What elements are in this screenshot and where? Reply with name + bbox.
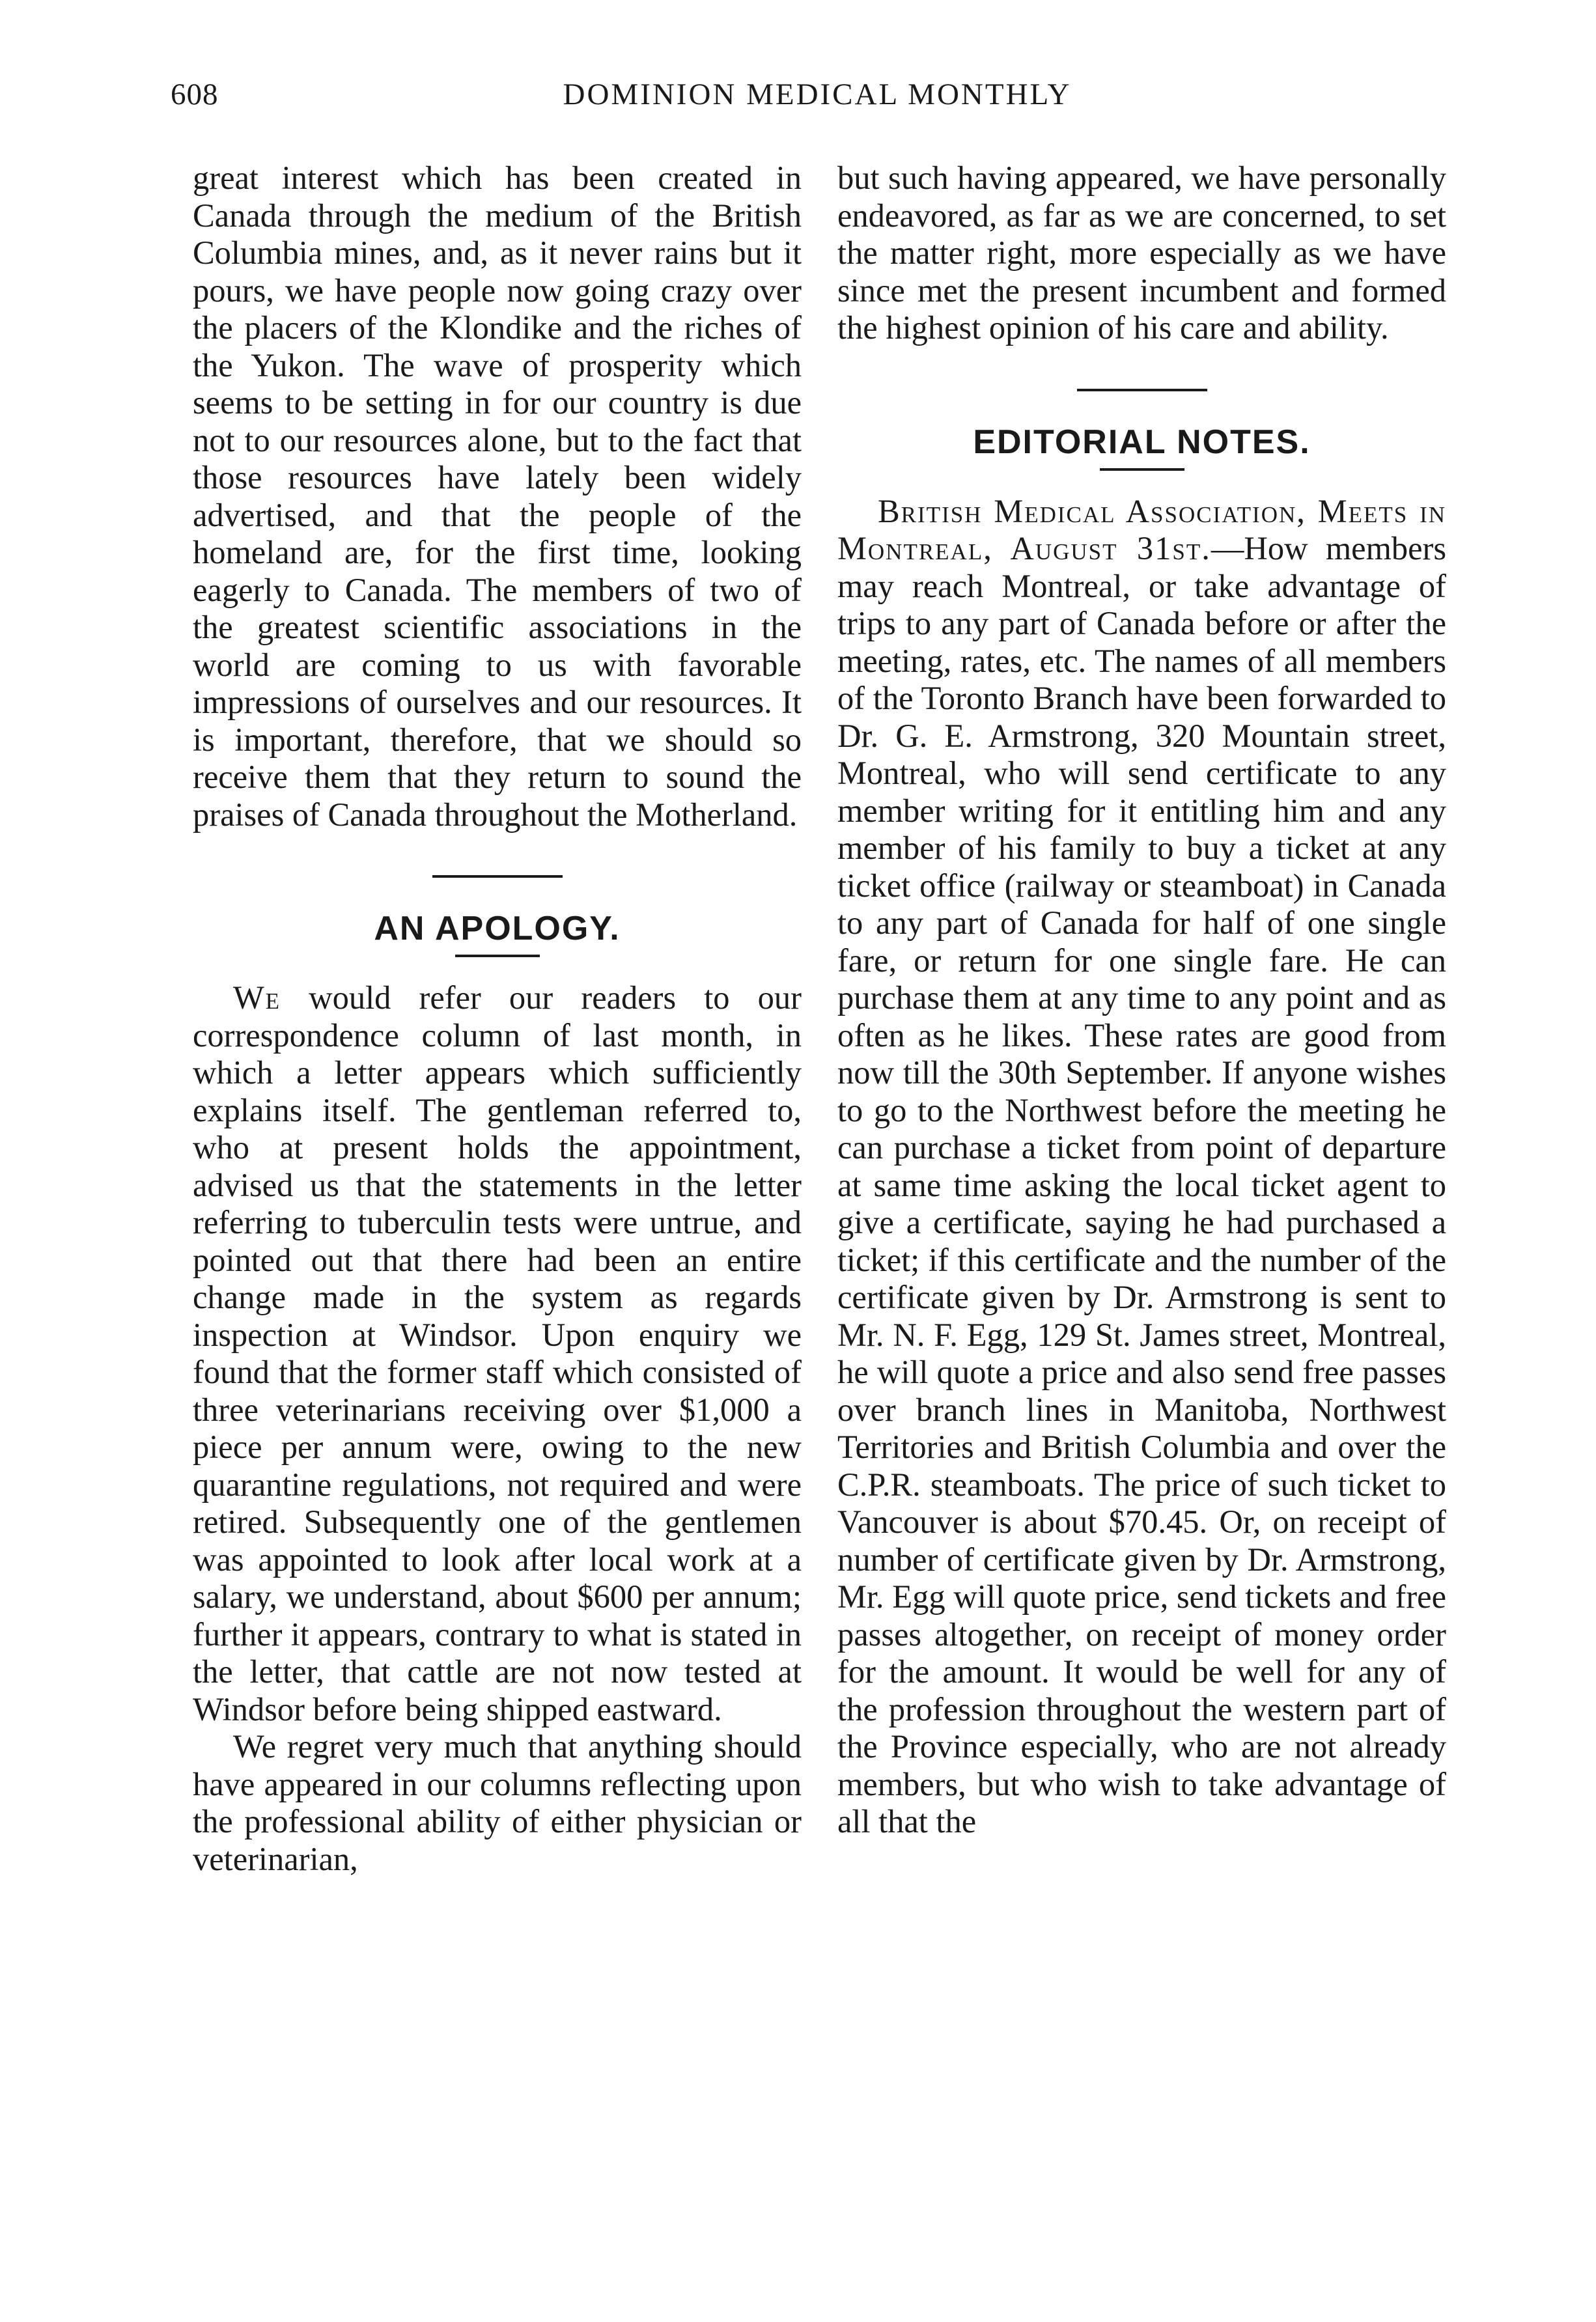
editorial-note-lead: British Medical Association, Meets in Montreal, August 31st. (837, 492, 1446, 567)
right-column (837, 160, 1446, 1841)
apology-paragraph-1 (193, 979, 802, 1728)
running-head: DOMINION MEDICAL MONTHLY (563, 77, 1072, 111)
editorial-note-paragraph (837, 493, 1446, 1841)
page-number: 608 (171, 77, 219, 111)
section-divider-right (1077, 389, 1207, 391)
heading-underline (455, 955, 540, 957)
apology-paragraph-1-text: would refer our readers to our correspondence column of last month, in which a letter appears which sufficiently explains itself. The gentleman referred to, who at present holds the appointment, advised us that the statements in the letter referring to tuberculin tests were untrue, and pointed out that there had been an entire change made in the system as regards inspection at Windsor. Upon enquiry we found that the former staff which consisted of three veterinarians receiving over $1,000 a piece per annum were, owing to the new quarantine regulations, not required and were retired. Subsequently one of the gentlemen was appointed to look after local work at a salary, we understand, about $600 per annum; further it appears, contrary to what is stated in the letter, that cattle are not now tested at Windsor before being shipped eastward. (193, 979, 802, 1728)
section-divider (432, 875, 563, 878)
apology-paragraph-2: We regret very much that anything should have appeared in our columns reflecting upon the professional ability of either physician or veterinarian, (193, 1728, 802, 1877)
left-column (193, 160, 802, 1878)
heading-underline-right (1100, 468, 1184, 471)
apology-heading: AN APOLOGY. (374, 910, 621, 947)
editorial-notes-heading: EDITORIAL NOTES. (973, 423, 1311, 461)
continued-paragraph: great interest which has been created in Canada through the medium of the British Columbia mines, and, as it never rains but it pours, we have people now going crazy over the placers of the Klondike and the riches of the Yukon. The wave of prosperity which seems to be setting in for our country is due not to our resources alone, but to the fact that those resources have lately been widely advertised, and that the people of the homeland are, for the first time, looking eagerly to Canada. The members of two of the greatest scientific associations in the world are coming to us with favorable impressions of ourselves and our resources. It is important, therefore, that we should so receive them that they return to sound the praises of Canada throughout the Motherland. (193, 160, 802, 833)
editorial-note-text: —How members may reach Montreal, or take advantage of trips to any part of Canada before or after the meeting, rates, etc. The names of all members of the Toronto Branch have been forwarded to Dr. G. E. Armstrong, 320 Mountain street, Montreal, who will send certificate to any member writing for it entitling him and any member of his family to buy a ticket at any ticket office (railway or steamboat) in Canada to any part of Canada for half of one single fare, or return for one single fare. He can purchase them at any time to any point and as often as he likes. These rates are good from now till the 30th September. If anyone wishes to go to the Northwest before the meeting he can purchase a ticket from point of departure at same time asking the local ticket agent to give a certificate, saying he had purchased a ticket; if this certificate and the number of the certificate given by Dr. Armstrong is sent to Mr. N. F. Egg, 129 St. James street, Montreal, he will quote a price and also send free passes over branch lines in Manitoba, Northwest Territories and British Columbia and over the C.P.R. steamboats. The price of such ticket to Vancouver is about $70.45. Or, on receipt of number of certificate given by Dr. Armstrong, Mr. Egg will quote price, send tickets and free passes altogether, on receipt of money order for the amount. It would be well for any of the profession throughout the western part of the Province especially, who are not already members, but who wish to take advantage of all that the (837, 530, 1446, 1839)
continued-paragraph-right: but such having appeared, we have personally endeavored, as far as we are concerned, to set the matter right, more especially as we have since met the present incumbent and formed the highest opinion of his care and ability. (837, 160, 1446, 346)
apology-lead-word: We (233, 979, 281, 1016)
